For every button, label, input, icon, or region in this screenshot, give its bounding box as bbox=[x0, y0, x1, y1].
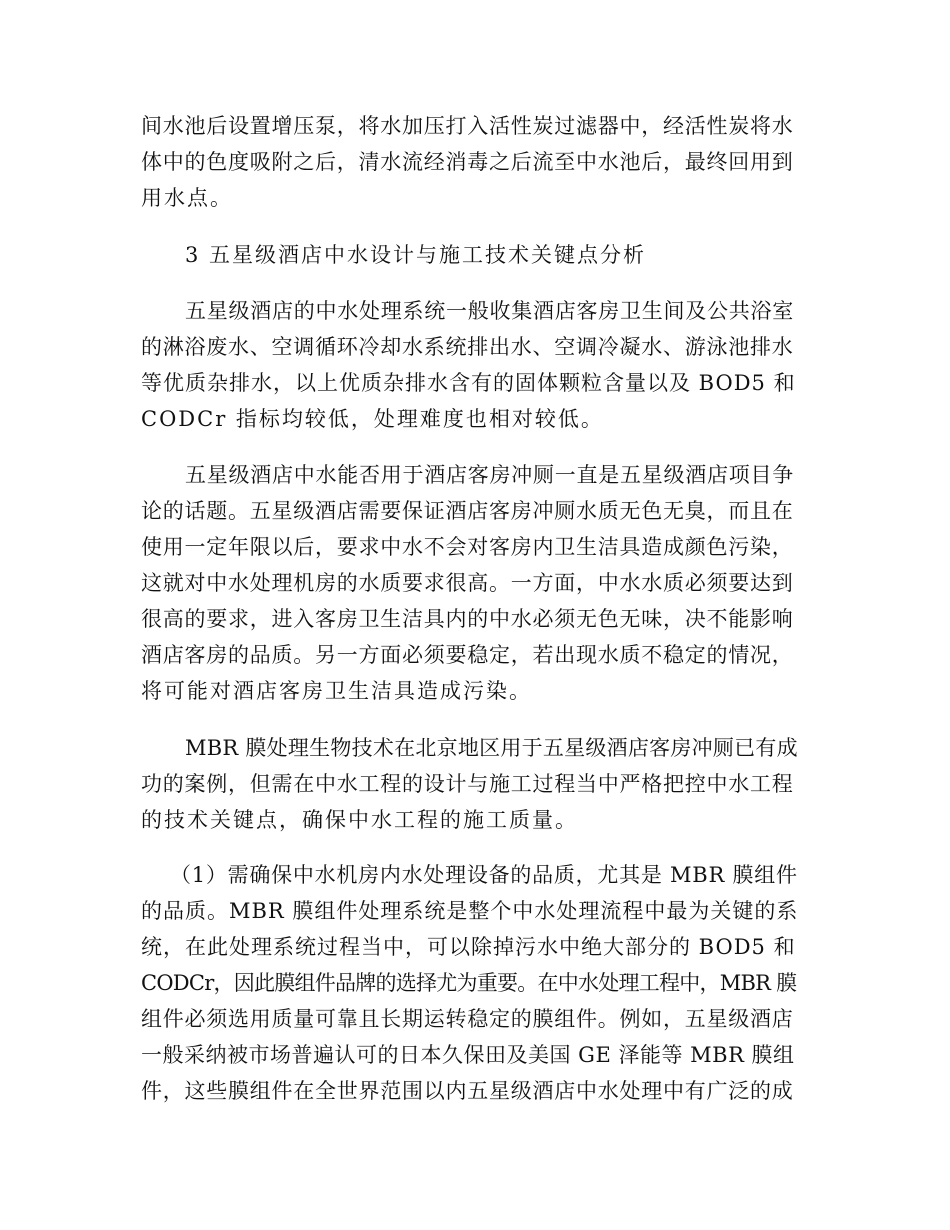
text-line: 用水点。 bbox=[141, 186, 233, 210]
text-line: 体中的色度吸附之后，清水流经消毒之后流至中水池后，最终回用到 bbox=[141, 150, 794, 174]
text-line: CODCr，因此膜组件品牌的选择尤为重要。在中水处理工程中，MBR 膜 bbox=[141, 971, 797, 995]
text-line: 酒店客房的品质。另一方面必须要稳定，若出现水质不稳定的情况， bbox=[141, 643, 794, 667]
text-line: （1）需确保中水机房内水处理设备的品质，尤其是 MBR 膜组件 bbox=[170, 863, 798, 887]
text-line: 五星级酒店的中水处理系统一般收集酒店客房卫生间及公共浴室 bbox=[185, 299, 794, 323]
text-line: 组件必须选用质量可靠且长期运转稳定的膜组件。例如，五星级酒店 bbox=[141, 1007, 794, 1031]
text-line: 一般采纳被市场普遍认可的日本久保田及美国 GE 泽能等 MBR 膜组 bbox=[141, 1043, 795, 1067]
section-heading: 3 五星级酒店中水设计与施工技术关键点分析 bbox=[185, 243, 647, 267]
text-line: 论的话题。五星级酒店需要保证酒店客房冲厕水质无色无臭，而且在 bbox=[141, 499, 794, 523]
text-line: 五星级酒店中水能否用于酒店客房冲厕一直是五星级酒店项目争 bbox=[185, 463, 794, 487]
text-line: 将可能对酒店客房卫生洁具造成污染。 bbox=[141, 679, 532, 703]
text-line: 使用一定年限以后，要求中水不会对客房内卫生洁具造成颜色污染， bbox=[141, 535, 794, 559]
text-line: CODCr 指标均较低，处理难度也相对较低。 bbox=[141, 407, 604, 431]
text-line: 的淋浴废水、空调循环冷却水系统排出水、空调冷凝水、游泳池排水 bbox=[141, 335, 794, 359]
text-line: 间水池后设置增压泵，将水加压打入活性炭过滤器中，经活性炭将水 bbox=[141, 114, 794, 138]
text-line: 等优质杂排水，以上优质杂排水含有的固体颗粒含量以及 BOD5 和 bbox=[141, 371, 796, 395]
text-line: 很高的要求，进入客房卫生洁具内的中水必须无色无味，决不能影响 bbox=[141, 607, 794, 631]
text-line: 这就对中水处理机房的水质要求很高。一方面，中水水质必须要达到 bbox=[141, 571, 794, 595]
text-line: 功的案例，但需在中水工程的设计与施工过程当中严格把控中水工程 bbox=[141, 772, 794, 796]
text-line: MBR 膜处理生物技术在北京地区用于五星级酒店客房冲厕已有成 bbox=[185, 736, 798, 760]
text-line: 统，在此处理系统过程当中，可以除掉污水中绝大部分的 BOD5 和 bbox=[141, 935, 796, 959]
text-line: 的品质。MBR 膜组件处理系统是整个中水处理流程中最为关键的系 bbox=[141, 899, 799, 923]
text-line: 的技术关键点，确保中水工程的施工质量。 bbox=[141, 808, 578, 832]
text-line: 件，这些膜组件在全世界范围以内五星级酒店中水处理中有广泛的成 bbox=[141, 1079, 794, 1103]
